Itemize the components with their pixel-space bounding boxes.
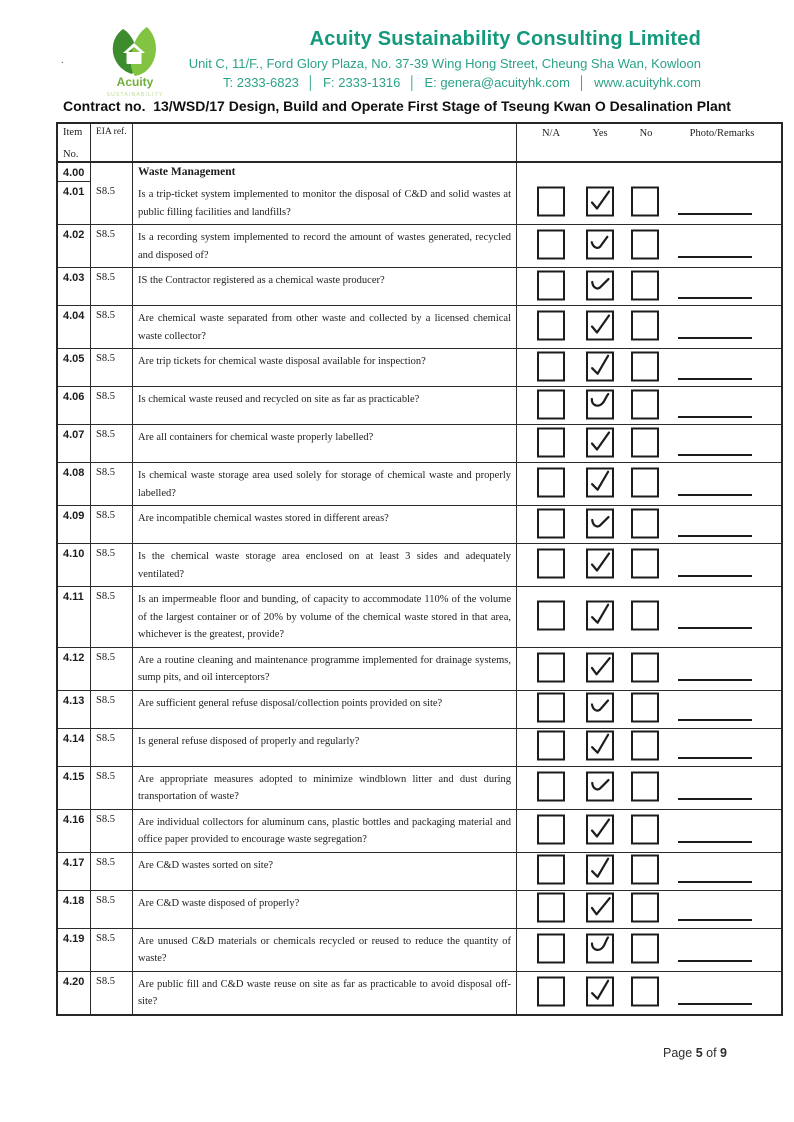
eia-ref: S8.5 <box>91 810 133 852</box>
checkbox-no[interactable] <box>631 600 659 630</box>
remarks-line[interactable] <box>678 919 752 921</box>
question-text: Is chemical waste storage area used solely for storage of chemical waste and properly labelled? <box>133 463 517 505</box>
remarks-line[interactable] <box>678 1003 752 1005</box>
checkbox-yes[interactable] <box>586 427 614 457</box>
item-number: 4.07 <box>58 425 91 462</box>
checkbox-na[interactable] <box>537 389 565 419</box>
checkbox-na[interactable] <box>537 427 565 457</box>
item-number: 4.15 <box>58 767 91 809</box>
item-number: 4.01 <box>58 182 91 224</box>
check-mark-icon <box>586 977 614 1005</box>
checkbox-no[interactable] <box>631 270 659 300</box>
checkbox-yes[interactable] <box>586 933 614 963</box>
checkbox-no[interactable] <box>631 693 659 723</box>
answer-cell <box>517 506 781 543</box>
col-header-na: N/A <box>541 128 561 139</box>
checkbox-yes[interactable] <box>586 893 614 923</box>
answer-cell <box>517 268 781 305</box>
checkbox-no[interactable] <box>631 389 659 419</box>
checkbox-yes[interactable] <box>586 652 614 682</box>
question-text: Is a recording system implemented to record the amount of wastes generated, recycled and disposed of? <box>133 225 517 267</box>
check-mark-icon <box>587 429 613 455</box>
item-number: 4.03 <box>58 268 91 305</box>
checkbox-no[interactable] <box>631 508 659 538</box>
section-title: Waste Management <box>133 163 517 182</box>
table-row <box>58 767 781 810</box>
remarks-line[interactable] <box>678 494 752 496</box>
eia-ref: S8.5 <box>91 544 133 586</box>
check-mark-icon <box>586 653 614 681</box>
checkbox-na[interactable] <box>537 230 565 260</box>
checkbox-na[interactable] <box>537 855 565 885</box>
check-mark-icon <box>586 772 614 800</box>
question-text: Are C&D wastes sorted on site? <box>133 853 517 890</box>
checkbox-yes[interactable] <box>586 508 614 538</box>
checkbox-na[interactable] <box>537 600 565 630</box>
checkbox-no[interactable] <box>631 468 659 498</box>
check-mark-icon <box>586 894 614 922</box>
item-number: 4.18 <box>58 891 91 928</box>
separator: │ <box>306 75 316 90</box>
remarks-line[interactable] <box>678 798 752 800</box>
eia-ref: S8.5 <box>91 853 133 890</box>
contract-title: Contract no. 13/WSD/17 Design, Build and Operate First Stage of Tseung Kwan O Desalination Plant <box>63 98 731 114</box>
eia-ref: S8.5 <box>91 972 133 1014</box>
answer-cell <box>517 225 781 267</box>
checkbox-na[interactable] <box>537 933 565 963</box>
letterhead <box>0 0 794 96</box>
checkbox-yes[interactable] <box>586 771 614 801</box>
eia-ref: S8.5 <box>91 225 133 267</box>
checkbox-yes[interactable] <box>586 468 614 498</box>
checkbox-na[interactable] <box>537 351 565 381</box>
item-number: 4.06 <box>58 387 91 424</box>
checkbox-na[interactable] <box>537 771 565 801</box>
item-number: 4.04 <box>58 306 91 348</box>
answer-cell <box>517 691 781 728</box>
table-row <box>58 810 781 853</box>
eia-ref: S8.5 <box>91 767 133 809</box>
table-row <box>58 853 781 891</box>
answer-cell <box>517 648 781 690</box>
company-name: Acuity Sustainability Consulting Limited <box>309 28 701 50</box>
eia-ref: S8.5 <box>91 182 133 224</box>
eia-ref: S8.5 <box>91 349 133 386</box>
eia-ref: S8.5 <box>91 306 133 348</box>
leaf-light <box>131 27 156 76</box>
table-row <box>58 349 781 387</box>
checkbox-na[interactable] <box>537 814 565 844</box>
remarks-line[interactable] <box>678 960 752 962</box>
check-mark-icon <box>586 271 614 299</box>
table-row <box>58 648 781 691</box>
remarks-line[interactable] <box>678 575 752 577</box>
eia-ref: S8.5 <box>91 268 133 305</box>
remarks-line[interactable] <box>678 337 752 339</box>
table-row <box>58 182 781 225</box>
remarks-line[interactable] <box>678 757 752 759</box>
table-row <box>58 268 781 306</box>
table-row <box>58 691 781 729</box>
checkbox-na[interactable] <box>537 508 565 538</box>
answer-cell <box>517 387 781 424</box>
section-eia-ref <box>91 163 133 182</box>
logo-wordmark: Acuity <box>116 75 154 89</box>
checkbox-na[interactable] <box>537 270 565 300</box>
table-row <box>58 306 781 349</box>
question-text: Is the chemical waste storage area enclosed on at least 3 sides and adequately ventilated? <box>133 544 517 586</box>
answer-cell <box>517 349 781 386</box>
company-phone: T: 2333-6823 <box>223 75 299 90</box>
checkbox-yes[interactable] <box>586 549 614 579</box>
checklist-rows <box>58 182 781 1014</box>
remarks-line[interactable] <box>678 454 752 456</box>
table-row <box>58 463 781 506</box>
remarks-line[interactable] <box>678 719 752 721</box>
item-number: 4.17 <box>58 853 91 890</box>
answer-cell <box>517 306 781 348</box>
check-mark-icon <box>587 189 613 215</box>
eia-ref: S8.5 <box>91 387 133 424</box>
checkbox-yes[interactable] <box>586 230 614 260</box>
eia-ref: S8.5 <box>91 425 133 462</box>
checklist-table <box>56 122 783 1016</box>
question-text: Is general refuse disposed of properly and regularly? <box>133 729 517 766</box>
checkbox-yes[interactable] <box>586 731 614 761</box>
col-header-photo-remarks: Photo/Remarks <box>689 128 755 139</box>
checkbox-na[interactable] <box>537 468 565 498</box>
checkbox-no[interactable] <box>631 311 659 341</box>
check-mark-icon <box>586 855 614 883</box>
company-fax: F: 2333-1316 <box>323 75 401 90</box>
separator: │ <box>408 75 417 90</box>
question-text: Is chemical waste reused and recycled on site as far as practicable? <box>133 387 517 424</box>
checkbox-na[interactable] <box>537 311 565 341</box>
col-header-answers <box>517 124 781 161</box>
checkbox-no[interactable] <box>631 652 659 682</box>
remarks-line[interactable] <box>678 297 752 299</box>
checkbox-yes[interactable] <box>586 270 614 300</box>
remarks-line[interactable] <box>678 881 752 883</box>
question-text: Are appropriate measures adopted to minimize windblown litter and dust during transportation of waste? <box>133 767 517 809</box>
eia-ref: S8.5 <box>91 463 133 505</box>
company-contact-line <box>189 73 701 92</box>
checkbox-no[interactable] <box>631 855 659 885</box>
checkbox-na[interactable] <box>537 731 565 761</box>
checkbox-na[interactable] <box>537 549 565 579</box>
item-number: 4.13 <box>58 691 91 728</box>
item-number: 4.05 <box>58 349 91 386</box>
answer-cell <box>517 810 781 852</box>
checkbox-no[interactable] <box>631 187 659 217</box>
checkbox-yes[interactable] <box>586 976 614 1006</box>
question-text: Are public fill and C&D waste reuse on site as far as practicable to avoid disposal off-site? <box>133 972 517 1014</box>
section-answers <box>517 163 781 182</box>
remarks-line[interactable] <box>678 841 752 843</box>
table-row <box>58 425 781 463</box>
question-text: Are individual collectors for aluminum cans, plastic bottles and packaging material and office paper provided to encourage waste segregation? <box>133 810 517 852</box>
item-number: 4.16 <box>58 810 91 852</box>
eia-ref: S8.5 <box>91 929 133 971</box>
check-mark-icon <box>587 551 613 577</box>
question-text: Are C&D waste disposed of properly? <box>133 891 517 928</box>
remarks-line[interactable] <box>678 416 752 418</box>
col-header-yes: Yes <box>592 128 608 139</box>
remarks-line[interactable] <box>678 535 752 537</box>
answer-cell <box>517 463 781 505</box>
check-mark-icon <box>586 601 614 629</box>
checkbox-no[interactable] <box>631 976 659 1006</box>
logo-tagline: SUSTAINABILITY <box>106 92 164 98</box>
company-logo <box>92 24 188 100</box>
answer-cell <box>517 972 781 1014</box>
answer-cell <box>517 729 781 766</box>
check-mark-icon <box>587 313 613 339</box>
checkbox-na[interactable] <box>537 652 565 682</box>
check-mark-icon <box>587 816 613 842</box>
table-row <box>58 729 781 767</box>
remarks-line[interactable] <box>678 679 752 681</box>
checkbox-no[interactable] <box>631 771 659 801</box>
answer-cell <box>517 891 781 928</box>
table-row <box>58 225 781 268</box>
section-row <box>58 163 781 182</box>
check-mark-icon <box>587 928 613 954</box>
question-text: Is an impermeable floor and bunding, of capacity to accommodate 110% of the volume of the largest container or of 20% by volume of the chemical waste stored in that area, whichever is the greatest, provide? <box>133 587 517 647</box>
check-mark-icon <box>587 695 613 721</box>
checkbox-no[interactable] <box>631 893 659 923</box>
col-header-no: No <box>639 128 653 139</box>
remarks-line[interactable] <box>678 627 752 629</box>
eia-ref: S8.5 <box>91 691 133 728</box>
checkbox-yes[interactable] <box>586 351 614 381</box>
question-text: Are incompatible chemical wastes stored in different areas? <box>133 506 517 543</box>
table-row <box>58 972 781 1014</box>
item-number: 4.12 <box>58 648 91 690</box>
answer-cell <box>517 929 781 971</box>
remarks-line[interactable] <box>678 213 752 215</box>
checkbox-no[interactable] <box>631 731 659 761</box>
answer-cell <box>517 853 781 890</box>
checkbox-no[interactable] <box>631 427 659 457</box>
check-mark-icon <box>586 731 614 759</box>
house-body-icon <box>127 52 142 64</box>
checkbox-no[interactable] <box>631 549 659 579</box>
checkbox-na[interactable] <box>537 976 565 1006</box>
item-number: 4.19 <box>58 929 91 971</box>
answer-cell <box>517 182 781 224</box>
answer-cell <box>517 767 781 809</box>
item-number: 4.09 <box>58 506 91 543</box>
eia-ref: S8.5 <box>91 587 133 647</box>
table-row <box>58 587 781 648</box>
eia-ref: S8.5 <box>91 891 133 928</box>
checkbox-yes[interactable] <box>586 814 614 844</box>
checkbox-yes[interactable] <box>586 389 614 419</box>
scan-speck: . <box>61 54 64 66</box>
company-website[interactable]: www.acuityhk.com <box>594 75 701 90</box>
question-text: Are unused C&D materials or chemicals recycled or reused to reduce the quantity of waste? <box>133 929 517 971</box>
company-email[interactable]: E: genera@acuityhk.com <box>424 75 570 90</box>
checkbox-yes[interactable] <box>586 187 614 217</box>
checkbox-na[interactable] <box>537 693 565 723</box>
answer-cell <box>517 425 781 462</box>
checkbox-na[interactable] <box>537 893 565 923</box>
table-header-row <box>58 124 781 163</box>
section-item-number: 4.00 <box>58 163 91 182</box>
item-number: 4.08 <box>58 463 91 505</box>
company-address: Unit C, 11/F., Ford Glory Plaza, No. 37-39 Wing Hong Street, Cheung Sha Wan, Kowloon <box>188 56 701 71</box>
checkbox-no[interactable] <box>631 230 659 260</box>
question-text: Are sufficient general refuse disposal/collection points provided on site? <box>133 691 517 728</box>
table-row <box>58 387 781 425</box>
answer-cell <box>517 587 781 647</box>
checkbox-no[interactable] <box>631 351 659 381</box>
question-text: Are a routine cleaning and maintenance programme implemented for drainage systems, sump pits, and oil interceptors? <box>133 648 517 690</box>
separator: │ <box>577 75 587 90</box>
check-mark-icon <box>586 383 614 411</box>
item-number: 4.02 <box>58 225 91 267</box>
checkbox-no[interactable] <box>631 933 659 963</box>
item-number: 4.20 <box>58 972 91 1014</box>
remarks-line[interactable] <box>678 378 752 380</box>
page-number: Page 5 of 9 <box>663 1046 727 1060</box>
table-row <box>58 891 781 929</box>
table-row <box>58 544 781 587</box>
remarks-line[interactable] <box>678 256 752 258</box>
check-mark-icon <box>586 230 614 258</box>
question-text: Are trip tickets for chemical waste disposal available for inspection? <box>133 349 517 386</box>
answer-cell <box>517 544 781 586</box>
item-number: 4.10 <box>58 544 91 586</box>
eia-ref: S8.5 <box>91 729 133 766</box>
check-mark-icon <box>586 352 614 380</box>
check-mark-icon <box>586 509 614 537</box>
question-text: Are all containers for chemical waste properly labelled? <box>133 425 517 462</box>
col-header-eia-ref: EIA ref. <box>91 124 133 161</box>
checkbox-yes[interactable] <box>586 693 614 723</box>
checkbox-yes[interactable] <box>586 311 614 341</box>
table-row <box>58 929 781 972</box>
table-row <box>58 506 781 544</box>
question-text: IS the Contractor registered as a chemical waste producer? <box>133 268 517 305</box>
checkbox-na[interactable] <box>537 187 565 217</box>
checkbox-yes[interactable] <box>586 600 614 630</box>
col-header-item-no: Item No. <box>58 124 91 161</box>
question-text: Are chemical waste separated from other waste and collected by a licensed chemical waste collector? <box>133 306 517 348</box>
checkbox-no[interactable] <box>631 814 659 844</box>
question-text: Is a trip-ticket system implemented to monitor the disposal of C&D and solid wastes at public filling facilities and landfills? <box>133 182 517 224</box>
eia-ref: S8.5 <box>91 648 133 690</box>
col-header-question <box>133 124 517 161</box>
checkbox-yes[interactable] <box>586 855 614 885</box>
eia-ref: S8.5 <box>91 506 133 543</box>
item-number: 4.14 <box>58 729 91 766</box>
check-mark-icon <box>586 468 614 496</box>
item-number: 4.11 <box>58 587 91 647</box>
